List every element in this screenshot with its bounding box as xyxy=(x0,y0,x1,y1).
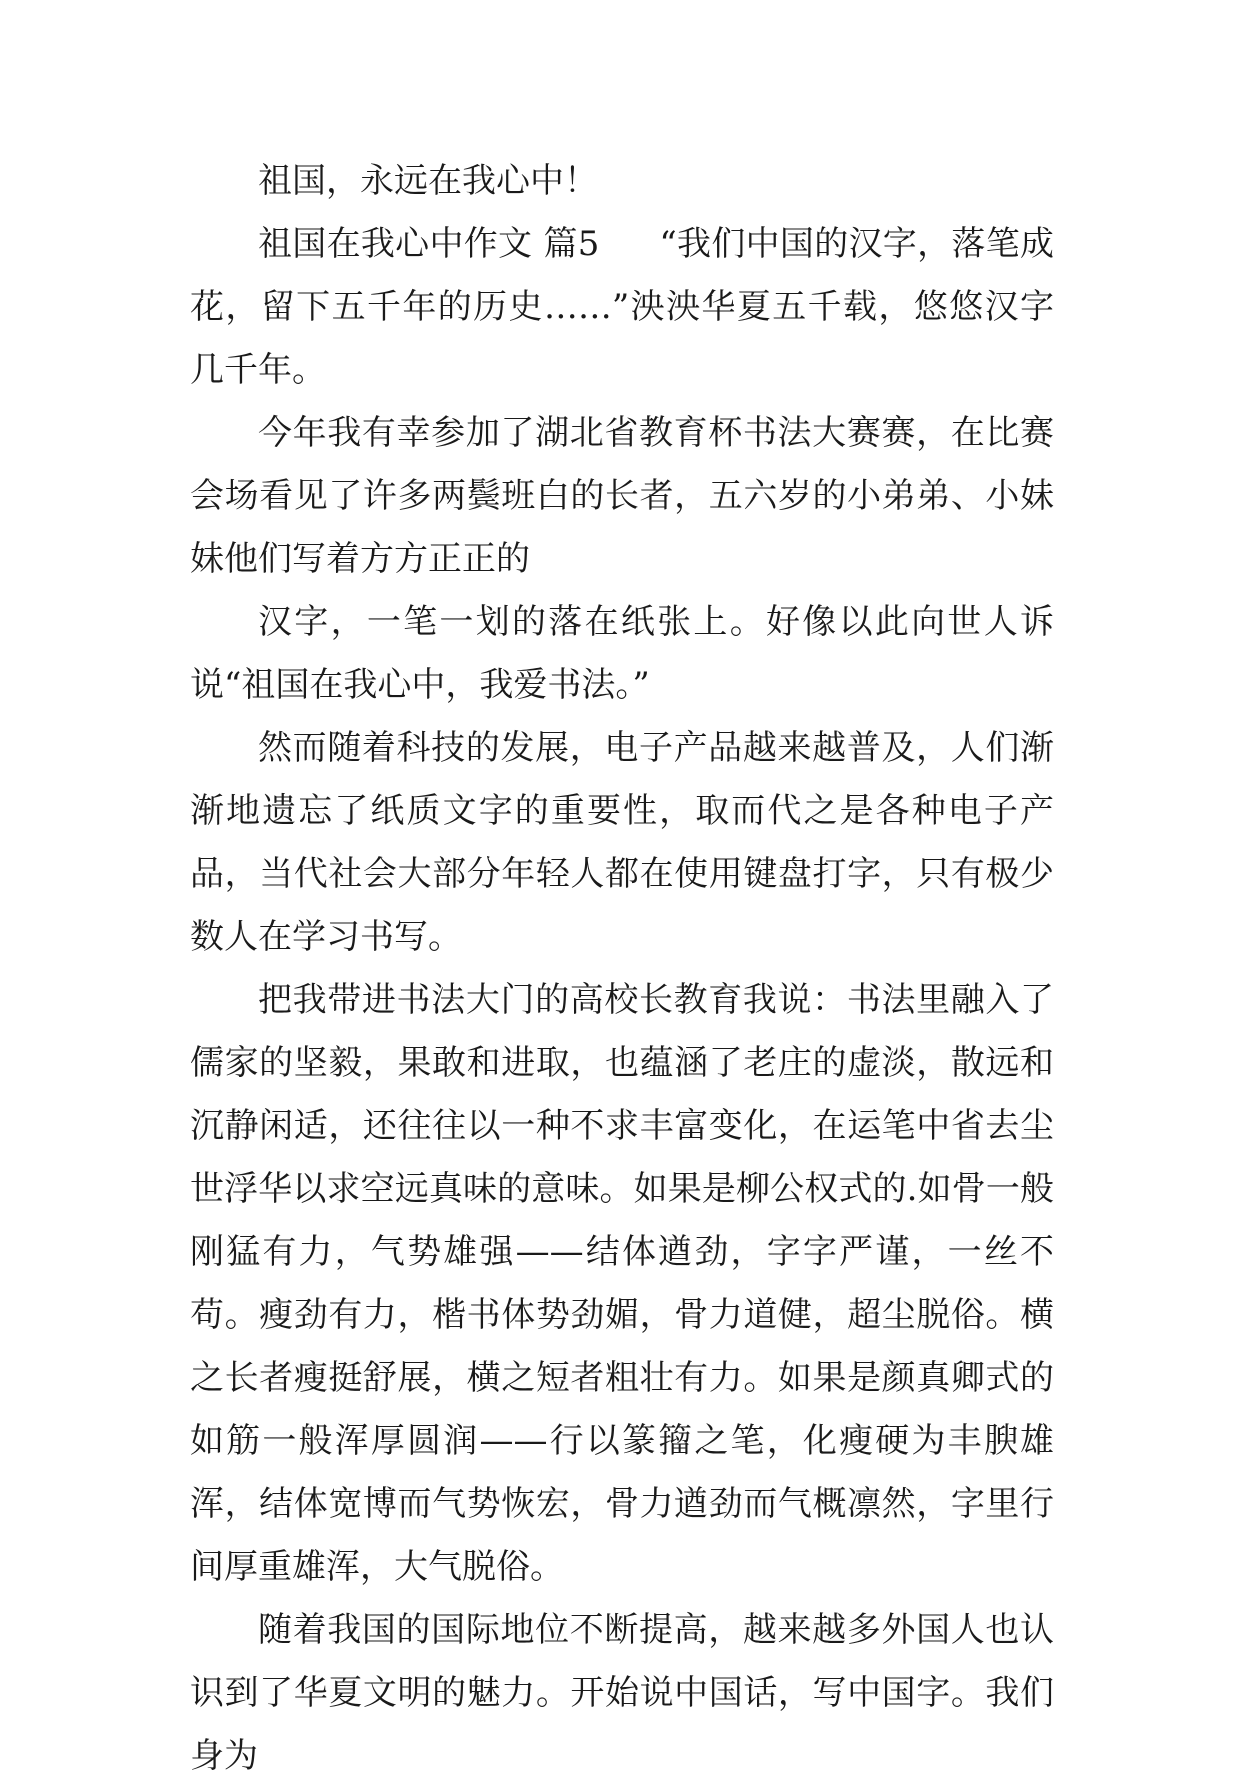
paragraph-5: 然而随着科技的发展，电子产品越来越普及，人们渐渐地遗忘了纸质文字的重要性，取而代之是各种电子产品，当代社会大部分年轻人都在使用键盘打字，只有极少数人在学习书写。 xyxy=(190,728,1054,957)
paragraph-6: 把我带进书法大门的高校长教育我说：书法里融入了儒家的坚毅，果敢和进取，也蕴涵了老庄的虚淡，散远和沉静闲适，还往往以一种不求丰富变化，在运笔中省去尘世浮华以求空远真味的意味。如果是柳公权式的.如骨一般刚猛有力，气势雄强——结体遒劲，字字严谨，一丝不苟。瘦劲有力，楷书体势劲媚，骨力道健，超尘脱俗。横之长者瘦挺舒展，横之短者粗壮有力。如果是颜真卿式的如筋一般浑厚圆润——行以篆籀之笔，化瘦硬为丰腴雄浑，结体宽博而气势恢宏，骨力遒劲而气概凛然，字里行间厚重雄浑，大气脱俗。 xyxy=(190,980,1054,1587)
essay-heading: 祖国在我心中作文 篇5 xyxy=(258,224,600,264)
essay-opening: “我们中国的汉字，落笔成花，留下五千年的历史……”泱泱华夏五千载，悠悠汉字几千年。 xyxy=(190,224,1054,390)
paragraph-7: 随着我国的国际地位不断提高，越来越多外国人也认识到了华夏文明的魅力。开始说中国话，写中国字。我们身为 xyxy=(190,1610,1054,1776)
paragraph-4: 汉字，一笔一划的落在纸张上。好像以此向世人诉说“祖国在我心中，我爱书法。” xyxy=(190,602,1054,705)
paragraph-3: 今年我有幸参加了湖北省教育杯书法大赛赛，在比赛会场看见了许多两鬓班白的长者，五六岁的小弟弟、小妹妹他们写着方方正正的 xyxy=(190,413,1054,579)
paragraph-1: 祖国，永远在我心中！ xyxy=(258,161,598,201)
paragraph-2 xyxy=(190,213,1054,402)
document-body xyxy=(190,150,1054,1788)
